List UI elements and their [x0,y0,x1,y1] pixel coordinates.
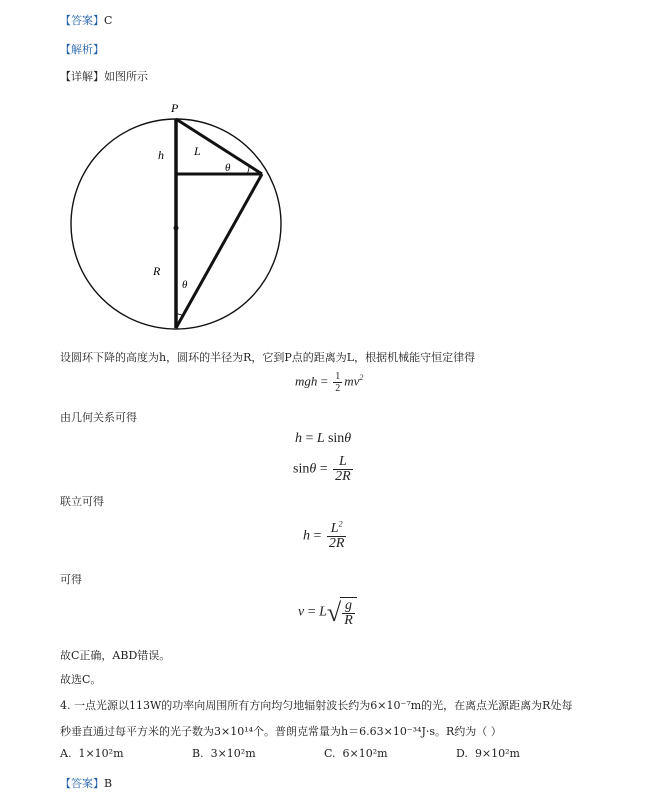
eq1-den: 2 [335,383,341,394]
detail-tag: 【详解】 [60,70,104,83]
eq4-equals: = [313,528,322,544]
eq4-num-sup: 2 [338,519,343,529]
eq4-num: L [330,521,339,536]
option-d: D. 9×10²m [456,747,520,760]
equation-h-fraction [303,519,348,551]
question-line-1 [60,697,572,713]
chord-to-bottom [176,174,262,328]
answer2-value: B [104,777,113,790]
label-P: P [171,101,179,115]
eq3-arg: θ [309,461,317,477]
question-number: 4. [60,699,71,712]
option-c: C. 6×10²m [324,747,388,760]
eq5-fraction [342,599,355,628]
conclusion-text: 故C正确，ABD错误。 [60,649,171,662]
equation-h-lsin [295,431,351,447]
equation-sin-theta [293,455,355,484]
eq1-sup: 2 [359,373,364,383]
circle-diagram [60,95,300,335]
eq5-equals: = [307,604,316,620]
detail-line [60,68,148,84]
eq3-func: sin [293,461,310,477]
eq5-num: g [344,598,352,613]
label-theta-bottom: θ [182,279,188,291]
eq5-sqrt: √ $\frac{g}{R}$ [327,597,357,628]
eq1-lhs: mgh [295,373,318,389]
eq2-func: sin [327,431,345,446]
eq4-den: 2R [328,536,345,551]
eq1-fraction [333,371,342,394]
eq1-equals: = [320,373,328,389]
combine-text: 联立可得 [60,495,104,508]
equation-energy [295,371,363,394]
question-text-2: 秒垂直通过每平方米的光子数为3×10¹⁴个。普朗克常量为h＝6.63×10⁻³⁴J·s。R约为（ ） [60,725,502,738]
eq1-num: 1 [335,371,341,382]
answer-value: C [104,14,113,27]
eq4-lhs: h [303,528,310,544]
analysis-tag: 【解析】 [60,43,104,56]
eq3-den: 2R [335,469,351,484]
answer-line [60,12,112,28]
label-h: h [158,148,164,162]
eq5-coef: L [319,604,327,620]
setup-text: 设圆环下降的高度为h，圆环的半径为R，它到P点的距离为L，根据机械能守恒定律得 [60,351,476,364]
option-b: B. 3×10²m [192,747,256,760]
eq2-arg: θ [344,431,352,446]
can-get-text: 可得 [60,573,82,586]
eq4-fraction [327,519,347,551]
eq5-lhs: v [298,604,305,620]
question-text-1: 一点光源以113W的功率向周围所有方向均匀地辐射波长约为6×10⁻⁷m的光，在离点光源距离为R处每 [74,699,573,712]
choose-text: 故选C。 [60,673,102,686]
answer2-line [60,775,112,791]
option-a: A. 1×10²m [60,747,124,760]
eq2-rhs: L [316,431,325,446]
label-theta-top: θ [225,162,231,174]
detail-intro: 如图所示 [104,70,148,83]
answer2-tag: 【答案】 [60,777,104,790]
label-R: R [153,264,161,278]
eq3-equals: = [319,461,328,477]
center-dot [174,226,179,231]
eq3-fraction [333,455,353,484]
eq2-equals: = [305,431,314,446]
answer-tag: 【答案】 [60,14,104,27]
label-L: L [194,144,201,158]
eq2-lhs: h [295,431,302,446]
rod-L [176,119,262,174]
eq5-den: R [344,613,353,628]
equation-velocity [298,597,357,628]
eq1-rhs: mv [344,373,360,389]
eq3-num: L [339,454,347,469]
geometry-text: 由几何关系可得 [60,411,137,424]
